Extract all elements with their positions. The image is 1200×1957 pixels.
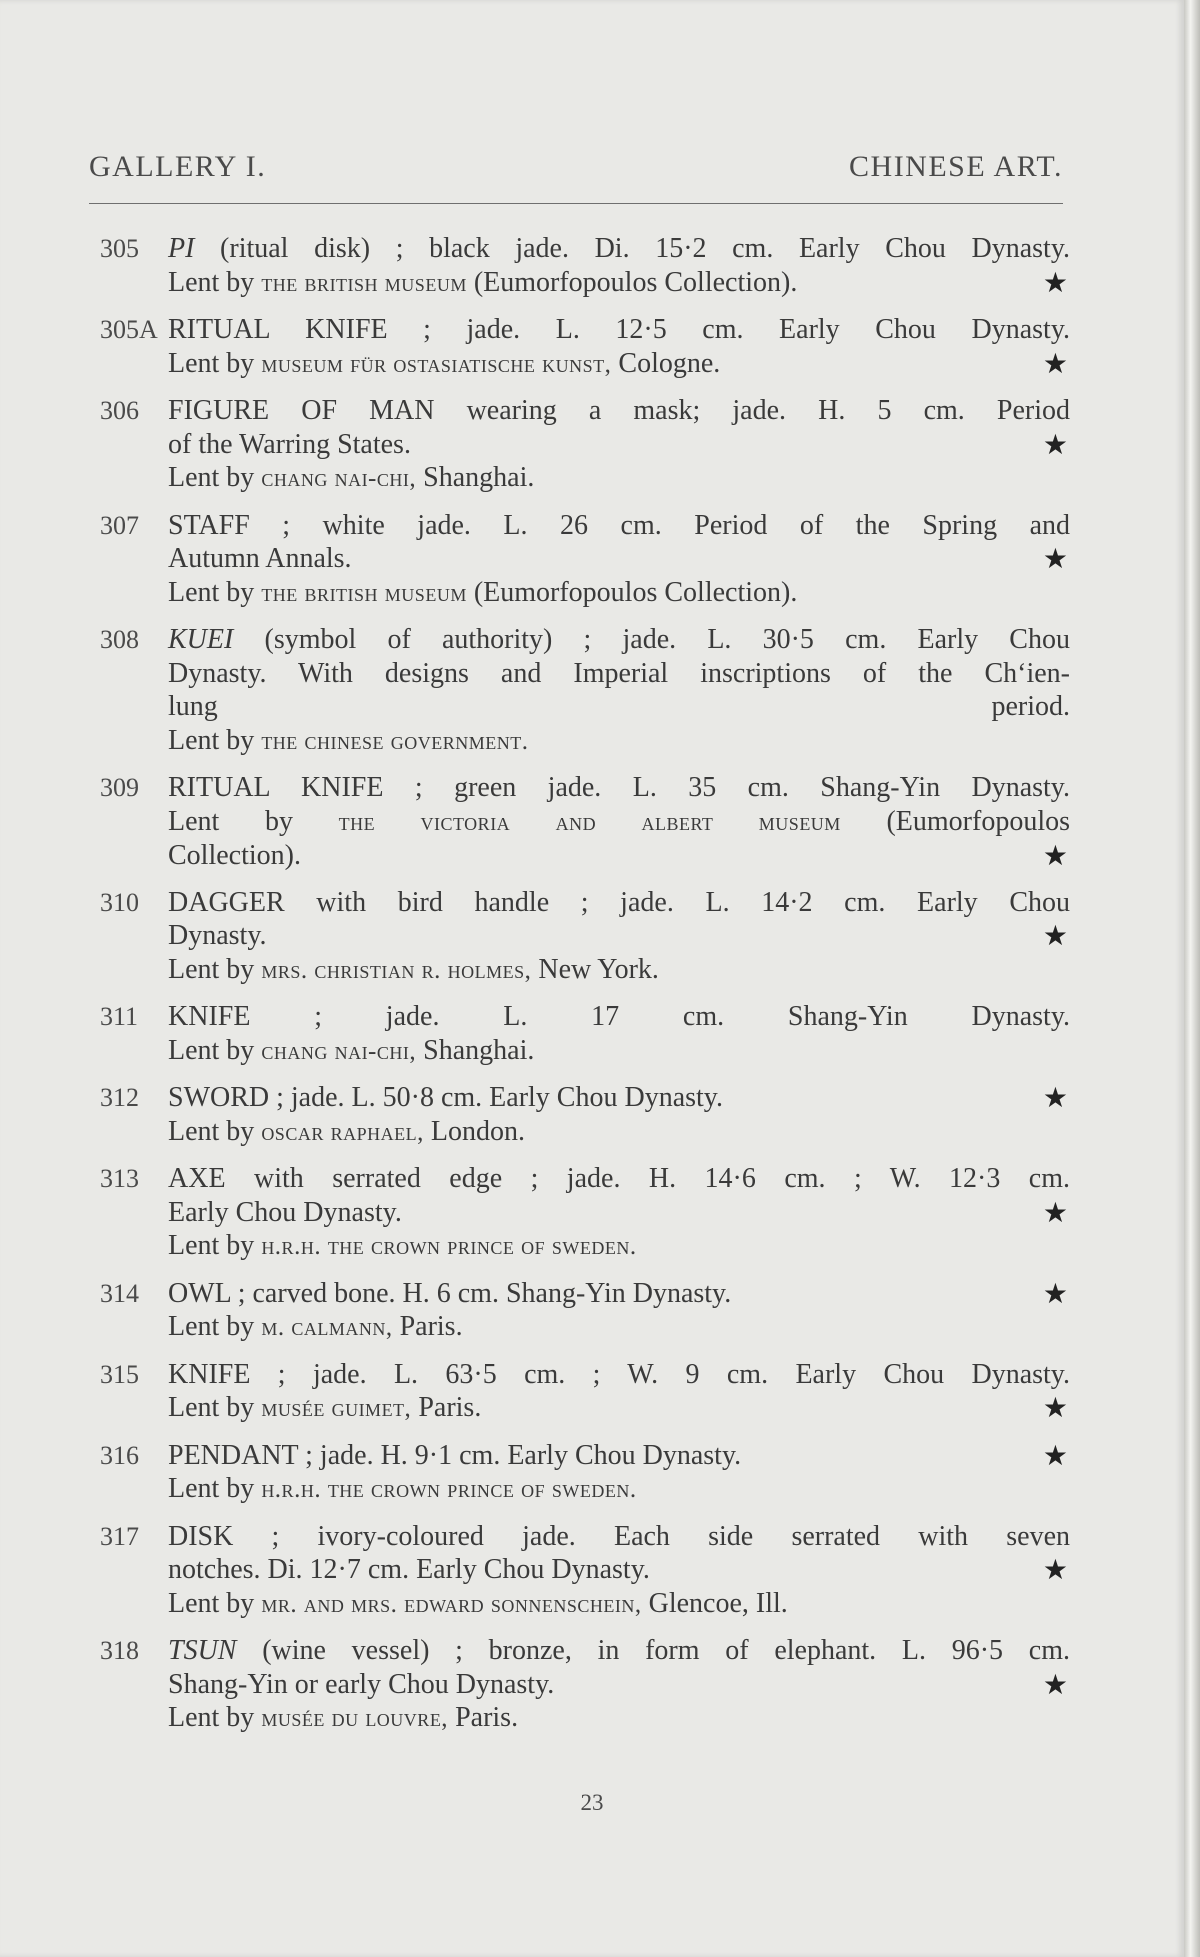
entry-line [168, 313, 1070, 347]
entry-text: Collection). [168, 840, 301, 871]
entry-line [168, 623, 1070, 657]
entry-line [168, 1391, 1070, 1426]
catalogue-entry [100, 313, 1070, 381]
lender-name: chang nai-chi, [261, 465, 417, 492]
entry-text: SWORD ; jade. L. 50·8 cm. Early Chou Dynasty. [168, 1082, 723, 1113]
entry-text: DISK ; ivory-coloured jade. Each side serrated with seven [168, 1520, 1070, 1552]
catalogue-entry [100, 1358, 1070, 1426]
entry-line [168, 1034, 1070, 1069]
entry-line [168, 657, 1070, 691]
entry-line [168, 347, 1070, 382]
entry-text: PENDANT ; jade. H. 9·1 cm. Early Chou Dynasty. [168, 1439, 742, 1471]
entry-line [168, 805, 1070, 840]
lender-location: (Eumorfopoulos Collection). [466, 576, 798, 608]
lender-prefix: Lent by [168, 1311, 262, 1342]
lender-prefix: Lent by [168, 1473, 262, 1504]
header-rule [89, 203, 1063, 204]
entry-line [168, 1229, 1070, 1264]
lender-prefix: Lent by [168, 1034, 262, 1066]
catalogue-entry [100, 394, 1070, 496]
entry-line [168, 690, 1070, 724]
lender-name: the british museum [261, 269, 467, 297]
star-icon: ★ [1042, 919, 1068, 952]
lender-name: h.r.h. the crown prince of sweden. [261, 1233, 637, 1260]
lender-name: mr. and mrs. edward sonnenschein, [261, 1590, 642, 1618]
catalogue-entry [100, 1162, 1070, 1264]
catalogue-entry [100, 232, 1070, 300]
entry-text: lung period. [168, 691, 1070, 722]
entry-line [168, 1472, 1070, 1507]
catalogue-entry [100, 509, 1070, 611]
lender-name: chang nai-chi, [261, 1037, 417, 1065]
entry-text: (ritual disk) ; black jade. Di. 15·2 cm. Early Chou Dynasty. [194, 233, 1070, 264]
lender-prefix: Lent by [168, 1702, 262, 1733]
entry-line [168, 1196, 1070, 1230]
entry-text: STAFF ; white jade. L. 26 cm. Period of the Spring and [168, 509, 1070, 541]
catalogue-entry [100, 1439, 1070, 1507]
lender-location: Paris. [392, 1311, 463, 1342]
entry-line [168, 839, 1070, 873]
entry-line [168, 1277, 1070, 1311]
lender-name: oscar raphael, [261, 1118, 424, 1146]
lender-location: Glencoe, Ill. [641, 1587, 788, 1619]
entry-text: Autumn Annals. [168, 543, 352, 574]
entry-number: 305 [100, 234, 139, 263]
object-term: PI [168, 233, 195, 264]
entry-number: 316 [100, 1440, 139, 1470]
entry-line [168, 576, 1070, 611]
lender-prefix: Lent by [168, 1392, 262, 1423]
lender-prefix: Lent by [168, 953, 262, 985]
catalogue-entry [100, 1277, 1070, 1345]
catalogue-entry [100, 1634, 1070, 1736]
entry-text: notches. Di. 12·7 cm. Early Chou Dynasty. [168, 1554, 650, 1585]
entry-line [168, 771, 1070, 805]
lender-location: Paris. [411, 1392, 482, 1423]
star-icon: ★ [1042, 542, 1068, 575]
entry-text: Early Chou Dynasty. [168, 1196, 402, 1228]
entry-line [168, 1553, 1070, 1587]
entry-number: 307 [100, 510, 139, 540]
lender-name: mrs. christian r. holmes, [261, 956, 532, 984]
entry-number: 306 [100, 396, 139, 425]
object-term: KUEI [168, 624, 234, 655]
entry-line [168, 1162, 1070, 1196]
entry-number: 315 [100, 1359, 139, 1389]
entry-number: 313 [100, 1164, 139, 1193]
entry-line [168, 266, 1070, 301]
entry-line [168, 919, 1070, 953]
catalogue-entry [100, 1081, 1070, 1149]
entry-line [168, 232, 1070, 266]
entry-line [168, 509, 1070, 543]
page-edge [1184, 0, 1200, 1957]
entry-line [168, 461, 1070, 496]
entry-number: 305A [100, 315, 158, 344]
lender-prefix: Lent by [168, 1587, 262, 1619]
lender-prefix: Lent by [168, 462, 262, 493]
star-icon: ★ [1042, 1667, 1068, 1701]
star-icon: ★ [1042, 1553, 1068, 1586]
entry-number: 317 [100, 1521, 139, 1551]
entry-line [168, 1587, 1070, 1622]
entry-line [168, 428, 1070, 462]
entry-number: 309 [100, 773, 139, 802]
catalogue-entry [100, 1000, 1070, 1068]
star-icon: ★ [1042, 427, 1068, 461]
lender-name: the british museum [261, 579, 467, 607]
lender-name: musée guimet, [261, 1395, 412, 1422]
lender-prefix: Lent by [168, 1230, 262, 1261]
entry-line [168, 1081, 1070, 1115]
lender-name: m. calmann, [261, 1314, 393, 1341]
object-term: TSUN [168, 1635, 237, 1666]
entry-line [168, 1439, 1070, 1473]
star-icon: ★ [1042, 1195, 1068, 1229]
catalogue-entry [100, 771, 1070, 873]
gallery-heading: GALLERY I. [89, 150, 267, 183]
entry-line [168, 1701, 1070, 1736]
catalogue-entry [100, 623, 1070, 758]
entry-text: (wine vessel) ; bronze, in form of elephant. L. 96·5 cm. [236, 1635, 1070, 1666]
entry-line [168, 1358, 1070, 1392]
lender-location: Cologne. [611, 347, 721, 379]
entry-line [168, 1000, 1070, 1034]
lender-location: Shanghai. [416, 1034, 535, 1066]
entry-number: 312 [100, 1083, 139, 1112]
catalogue-entry [100, 886, 1070, 988]
entry-text: RITUAL KNIFE ; green jade. L. 35 cm. Shang-Yin Dynasty. [168, 772, 1070, 803]
entry-text: OWL ; carved bone. H. 6 cm. Shang-Yin Dynasty. [168, 1277, 732, 1309]
entry-number: 314 [100, 1278, 139, 1308]
catalogue-entry [100, 1520, 1070, 1622]
entry-text: Shang-Yin or early Chou Dynasty. [168, 1668, 555, 1700]
entry-text: KNIFE ; jade. L. 17 cm. Shang-Yin Dynasty. [168, 1001, 1070, 1032]
lender-location: London. [423, 1115, 525, 1147]
lender-location: Paris. [448, 1702, 519, 1733]
lender-location: (Eumorfopoulos Collection). [466, 266, 798, 298]
entry-line [168, 953, 1070, 988]
lender-location: (Eumorfopoulos [840, 805, 1071, 837]
entry-text: of the Warring States. [168, 428, 411, 460]
lender-name: h.r.h. the crown prince of sweden. [261, 1476, 637, 1503]
entry-text: RITUAL KNIFE ; jade. L. 12·5 cm. Early Chou Dynasty. [168, 314, 1070, 345]
lender-prefix: Lent by [168, 1115, 262, 1147]
star-icon: ★ [1042, 1391, 1068, 1424]
catalogue-entries [100, 232, 1070, 1749]
entry-text: Dynasty. With designs and Imperial inscriptions of the Ch‘ien- [168, 657, 1070, 689]
lender-prefix: Lent by [168, 347, 262, 379]
lender-location: New York. [531, 953, 659, 985]
star-icon: ★ [1042, 1081, 1068, 1114]
entry-line [168, 1115, 1070, 1150]
entry-text: DAGGER with bird handle ; jade. L. 14·2 cm. Early Chou [168, 886, 1070, 918]
entry-line [168, 542, 1070, 576]
entry-line [168, 394, 1070, 428]
lender-prefix: Lent by [168, 266, 262, 298]
section-heading: CHINESE ART. [849, 150, 1063, 183]
entry-line [168, 886, 1070, 920]
entry-text: (symbol of authority) ; jade. L. 30·5 cm. Early Chou [233, 624, 1070, 655]
lender-location: Shanghai. [416, 462, 535, 493]
entry-number: 310 [100, 887, 139, 917]
star-icon: ★ [1042, 1438, 1068, 1472]
entry-text: Dynasty. [168, 920, 267, 951]
entry-text: AXE with serrated edge ; jade. H. 14·6 cm. ; W. 12·3 cm. [168, 1163, 1070, 1194]
lender-name: the chinese government. [261, 727, 529, 755]
lender-prefix: Lent by [168, 805, 339, 837]
entry-number: 318 [100, 1636, 139, 1665]
entry-line [168, 1310, 1070, 1345]
lender-prefix: Lent by [168, 724, 262, 756]
page-number: 23 [580, 1790, 604, 1815]
entry-line [168, 1520, 1070, 1554]
entry-text: FIGURE OF MAN wearing a mask; jade. H. 5 cm. Period [168, 395, 1070, 426]
entry-number: 308 [100, 625, 139, 654]
star-icon: ★ [1042, 1276, 1068, 1310]
lender-name: the victoria and albert museum [338, 808, 841, 836]
entry-text: KNIFE ; jade. L. 63·5 cm. ; W. 9 cm. Early Chou Dynasty. [168, 1358, 1070, 1390]
lender-name: museum für ostasiatische kunst, [261, 350, 612, 378]
star-icon: ★ [1042, 839, 1068, 872]
star-icon: ★ [1042, 265, 1068, 299]
entry-line [168, 724, 1070, 759]
entry-line [168, 1634, 1070, 1668]
lender-name: musée du louvre, [261, 1705, 449, 1732]
entry-line [168, 1668, 1070, 1702]
lender-prefix: Lent by [168, 576, 262, 608]
entry-number: 311 [100, 1002, 139, 1031]
star-icon: ★ [1042, 346, 1068, 380]
